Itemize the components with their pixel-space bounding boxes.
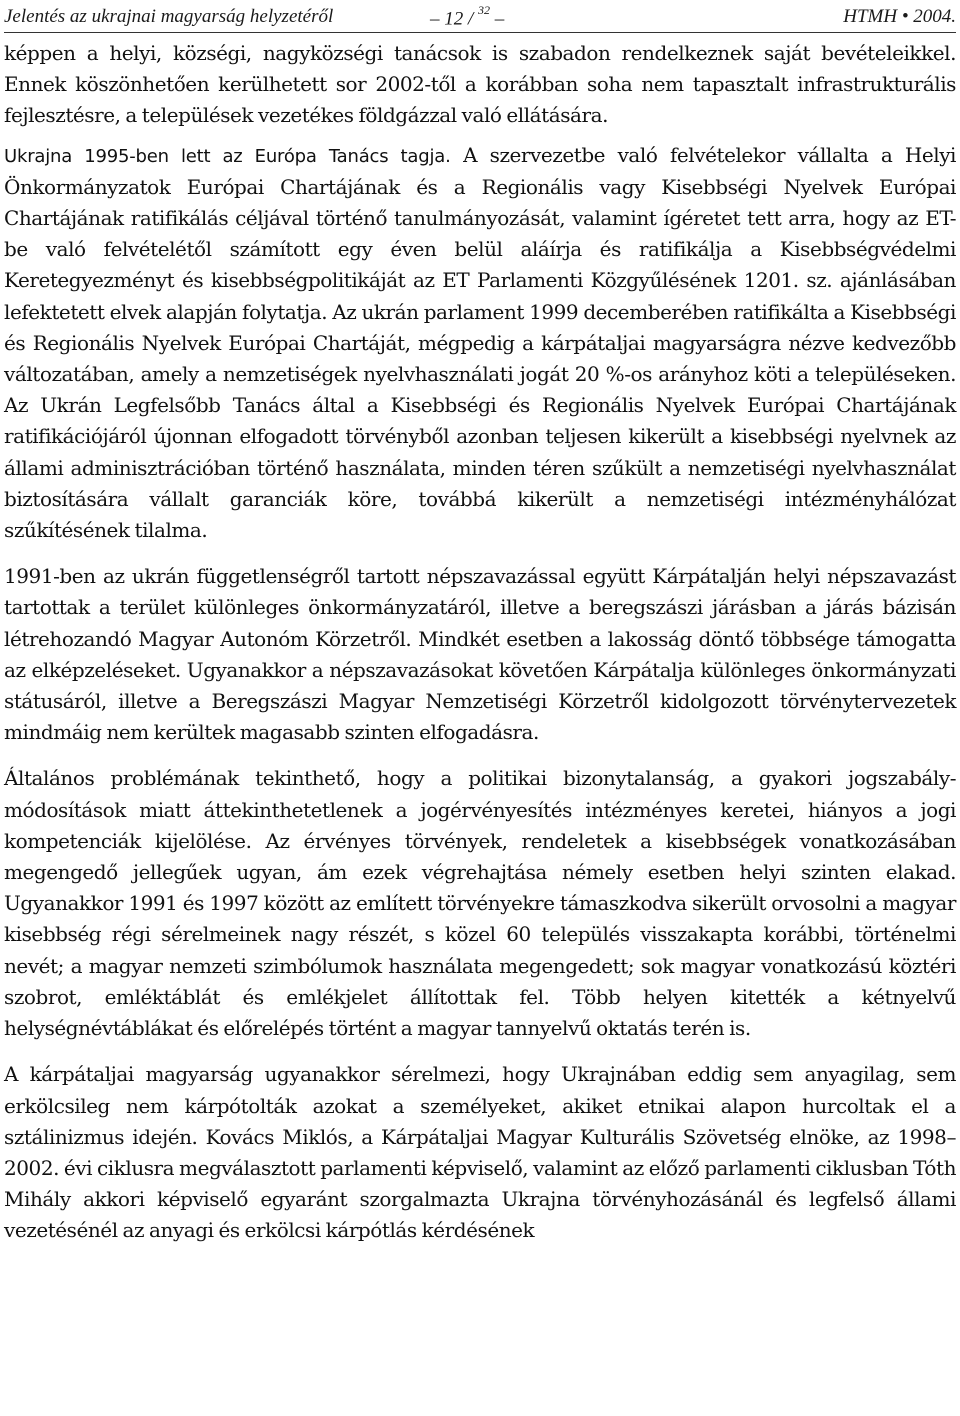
page-number: – 12 / $^{32}$ – [430, 3, 505, 30]
header-publisher: HTMH • 2004. [843, 6, 956, 27]
paragraph-5: A kárpátaljai magyarság ugyanakkor sérelmezi, hogy Ukrajnában eddig sem anyagilag, sem erkölcsileg nem kárpótolták azokat a személyeket, akiket etnikai alapon hurcoltak el a sztálinizmus idején. Kovács Miklós, a Kárpátaljai Magyar Kulturális Szövetség elnöke, az 1998–2002. évi ciklusra megválasztott parlamenti képviselő, valamint az előző parlamenti ciklusban Tóth Mihály akkori képviselő egyaránt szorgalmazta Ukrajna törvényhozásánál és legfelső állami vezetésénél az anyagi és erkölcsi kárpótlás kérdésének [4, 1062, 956, 1243]
header-title: Jelentés az ukrajnai magyarság helyzetéről [4, 6, 334, 27]
document-body [4, 38, 956, 1262]
paragraph-2-lead: Ukrajna 1995-ben lett az Európa Tanács tagja. [4, 145, 451, 167]
header-rule [4, 32, 956, 33]
page-total: 32 [478, 3, 491, 17]
running-header [4, 2, 956, 32]
paragraph-3: 1991-ben az ukrán függetlenségről tartott népszavazással együtt Kárpátalján helyi népszavazást tartottak a terület különleges önkormányzatáról, illetve a beregszászi járásban a járás bázisán létrehozandó Magyar Autonóm Körzetről. Mindkét esetben a lakosság döntő többsége támogatta az elképzeléseket. Ugyanakkor a népszavazásokat követően Kárpátalja különleges önkormányzati státusáról, illetve a Beregszászi Magyar Nemzetiségi Körzetről kidolgozott törvénytervezetek mindmáig nem kerültek magasabb szinten elfogadásra. [4, 564, 956, 745]
paragraph-2 [4, 140, 956, 547]
paragraph-4: Általános problémának tekinthető, hogy a politikai bizonytalanság, a gyakori jogszabály-módosítások miatt áttekinthetetlenek a jogérvényesítés intézményes keretei, hiányos a jogi kompetenciák kijelölése. Az érvényes törvények, rendeletek a kisebbségek vonatkozásában megengedő jellegűek ugyan, ám ezek végrehajtása némely esetben helyi szinten elakad. Ugyanakkor 1991 és 1997 között az említett törvényekre támaszkodva sikerült orvosolni a magyar kisebbség régi sérelmeinek nagy részét, s közel 60 település visszakapta korábbi, történelmi nevét; a magyar nemzeti szimbólumok használata megengedett; sok magyar vonatkozású köztéri szobrot, emléktáblát és emlékjelet állítottak fel. Több helyen kitették a kétnyelvű helységnévtáblákat és előrelépés történt a magyar tannyelvű oktatás terén is. [4, 766, 956, 1041]
paragraph-1: képpen a helyi, községi, nagyközségi tanácsok is szabadon rendelkeznek saját bevételeikkel. Ennek köszönhetően kerülhetett sor 2002-től a korábban soha nem tapasztalt infrastrukturális fejlesztésre, a települések vezetékes földgázzal való ellátására. [4, 41, 956, 128]
page-current: 12 [444, 8, 464, 30]
paragraph-2-body: A szervezetbe való felvételekor vállalta a Helyi Önkormányzatok Európai Chartájának és a Regionális vagy Kisebbségi Nyelvek Európai Chartájának ratifikálás céljával történő tanulmányozását, valamint ígéretet tett arra, hogy az ET-be való felvételétől számított egy éven belül aláírja és ratifikálja a Kisebbségvédelmi Keretegyezményt és kisebbségpolitikáját az ET Parlamenti Közgyűlésének 1201. sz. ajánlásában lefektetett elvek alapján folytatja. Az ukrán parlament 1999 decemberében ratifikálta a Kisebbségi és Regionális Nyelvek Európai Chartáját, mégpedig a kárpátaljai magyarságra nézve kedvezőbb változatában, amely a nemzetiségek nyelvhasználati jogát 20 %-os arányhoz köti a településeken. Az Ukrán Legfelsőbb Tanács által a Kisebbségi és Regionális Nyelvek Európai Chartájának ratifikációjáról újonnan elfogadott törvényből azonban teljesen kikerült a kisebbségi nyelvnek az állami adminisztrációban történő használata, minden téren szűkült a nemzetiségi nyelvhasználat biztosítására vállalt garanciák köre, továbbá kikerült a nemzetiségi intézményhálózat szűkítésének tilalma. [4, 142, 956, 543]
